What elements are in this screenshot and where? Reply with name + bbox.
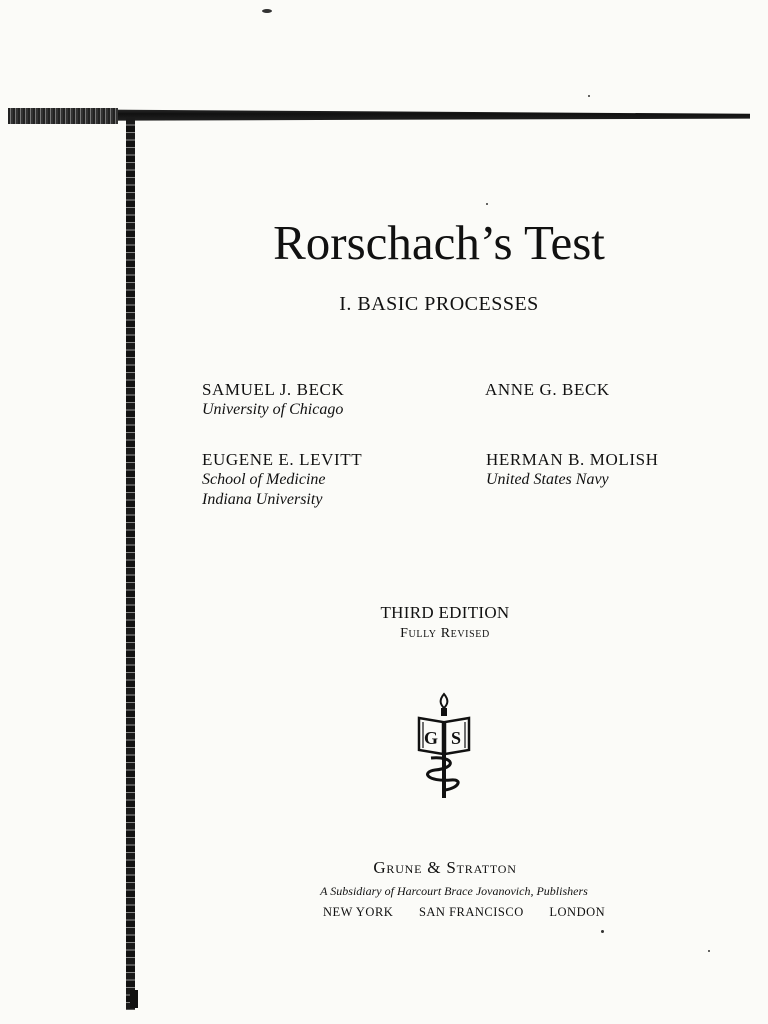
publisher-cities <box>323 905 627 920</box>
scan-speck <box>262 9 272 13</box>
logo-letter-s: S <box>450 728 462 748</box>
author-affiliation: United States Navy <box>486 471 609 488</box>
city-san-francisco: SAN FRANCISCO <box>418 905 524 919</box>
vertical-border-base <box>130 990 138 1008</box>
author-name: EUGENE E. LEVITT <box>202 450 363 469</box>
publisher-name: Grune & Stratton <box>373 858 517 877</box>
author-name: SAMUEL J. BECK <box>202 380 345 399</box>
edition-label: THIRD EDITION <box>380 603 510 622</box>
scan-speck <box>708 950 710 952</box>
city-london: LONDON <box>549 905 606 919</box>
logo-letter-g: G <box>423 728 439 748</box>
city-new-york: NEW YORK <box>323 905 394 919</box>
author-affiliation: University of Chicago <box>202 401 344 418</box>
author-block-eugene-levitt <box>202 449 362 510</box>
scan-speck <box>588 95 590 97</box>
author-block-samuel-beck <box>202 379 344 420</box>
scan-speck <box>601 930 604 933</box>
revision-label: Fully Revised <box>400 626 490 641</box>
author-affiliation: Indiana University <box>202 491 323 508</box>
author-affiliation: School of Medicine <box>202 471 326 488</box>
author-name: HERMAN B. MOLISH <box>486 450 659 469</box>
author-block-anne-beck <box>485 379 610 400</box>
publisher-subsidiary: A Subsidiary of Harcourt Brace Jovanovich, Publishers <box>320 884 588 898</box>
publisher-caduceus-icon <box>415 692 473 802</box>
scan-speck <box>486 203 488 205</box>
book-subtitle: I. BASIC PROCESSES <box>339 293 539 315</box>
author-block-herman-molish <box>486 449 659 490</box>
author-name: ANNE G. BECK <box>485 380 610 399</box>
top-border-stipple <box>8 108 118 124</box>
top-border-rule <box>8 109 750 121</box>
book-title: Rorschach’s Test <box>273 215 605 270</box>
